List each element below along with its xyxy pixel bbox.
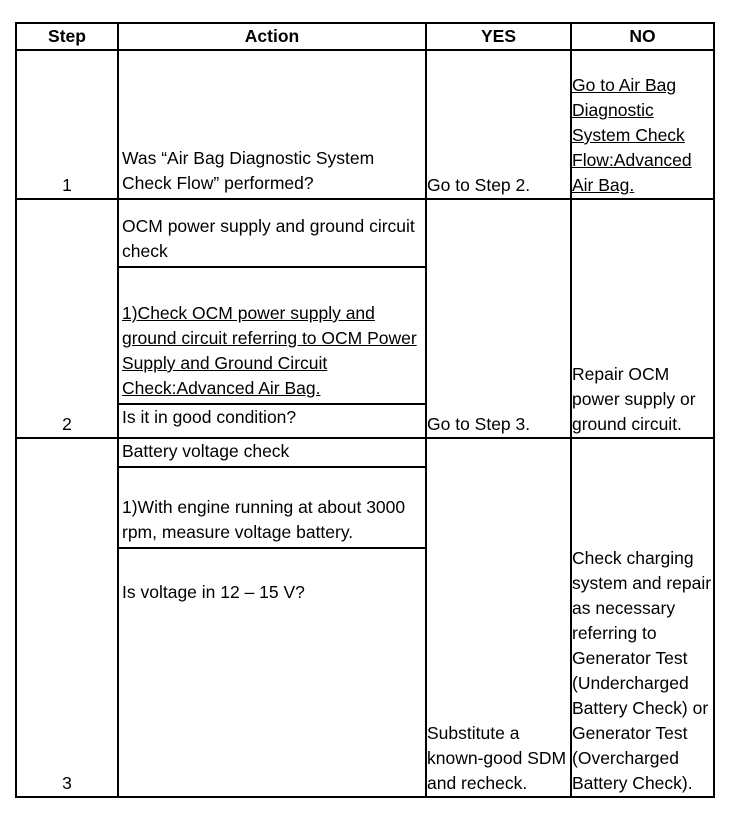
header-yes: YES [426,23,571,50]
no-result-link[interactable]: Go to Air Bag Diagnostic System Check Flow:Advanced Air Bag. [571,50,714,199]
header-no: NO [571,23,714,50]
no-result: Check charging system and repair as necessary referring to Generator Test (Undercharged Battery Check) or Generator Test (Overcharged Battery Check). [571,438,714,797]
table-row [16,50,714,199]
table-row [16,438,714,797]
diagnostic-table [15,22,715,798]
yes-result: Go to Step 3. [426,199,571,438]
action-question: Is it in good condition? [122,407,297,427]
yes-result: Substitute a known-good SDM and recheck. [426,438,571,797]
action-heading: OCM power supply and ground circuit check [119,200,425,268]
action-instruction-link[interactable]: 1)Check OCM power supply and ground circuit referring to OCM Power Supply and Ground Circuit Check:Advanced Air Bag. [119,268,425,405]
table-row [16,199,714,438]
step-number: 3 [16,438,118,797]
header-action: Action [118,23,426,50]
action-question: Is voltage in 12 – 15 V? [122,582,305,602]
action-instruction: 1)With engine running at about 3000 rpm, measure voltage battery. [119,468,425,549]
header-row [16,23,714,50]
action-cell [118,199,426,438]
action-cell [118,438,426,797]
action-heading: Battery voltage check [119,439,425,468]
yes-result: Go to Step 2. [426,50,571,199]
step-number: 1 [16,50,118,199]
no-result: Repair OCM power supply or ground circuit. [571,199,714,438]
header-step: Step [16,23,118,50]
step-number: 2 [16,199,118,438]
action-question: Was “Air Bag Diagnostic System Check Flow” performed? [122,148,375,193]
action-cell [118,50,426,199]
